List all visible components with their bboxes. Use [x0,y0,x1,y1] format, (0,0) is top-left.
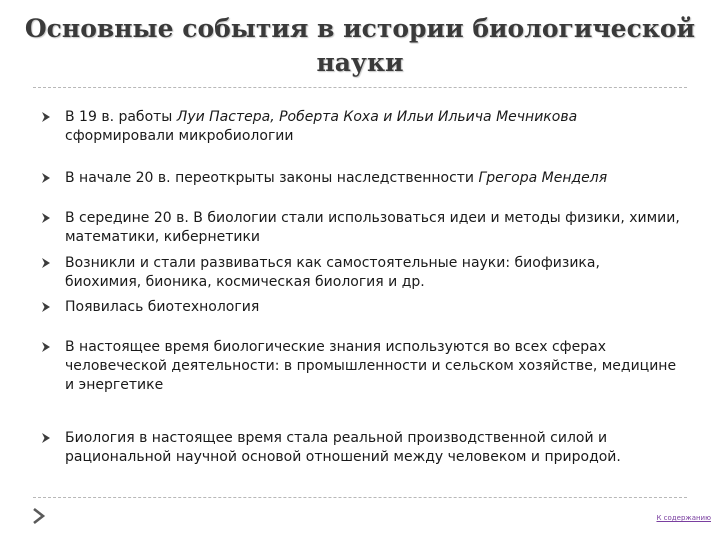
arrow-bullet-icon [40,431,54,445]
bullet-1-part-1: В 19 в. работы [65,109,177,125]
arrow-bullet-icon [40,340,54,354]
bullet-item-7 [40,429,680,467]
bullet-item-5 [40,298,680,317]
arrow-bullet-icon [40,110,54,124]
arrow-bullet-icon [40,256,54,270]
bullet-text-6: В настоящее время биологические знания используются во всех сферах человеческой деятельности: в промышленности и сельском хозяйстве, медицине и энергетике [65,339,677,393]
bullet-item-6 [40,338,680,395]
bullet-text-2 [65,169,680,188]
title-divider [33,87,687,88]
bullet-1-part-3: сформировали микробиологии [65,128,294,144]
bullet-text-7: Биология в настоящее время стала реальной производственной силой и рациональной научной основой отношений между человеком и природой. [65,430,621,465]
bullet-2-part-1: В начале 20 в. переоткрыты законы наследственности [65,170,479,186]
arrow-bullet-icon [40,171,54,185]
bullet-item-4 [40,254,680,292]
bullet-text-3: В середине 20 в. В биологии стали использоваться идеи и методы физики, химии, математики, кибернетики [65,210,680,245]
bullet-item-3 [40,209,680,247]
slide-title: Основные события в истории биологической науки [24,14,696,77]
bullet-item-2 [40,169,680,188]
contents-link[interactable]: К содержанию [656,514,711,522]
arrow-bullet-icon [40,211,54,225]
play-arrow-icon[interactable] [28,506,48,526]
bullet-item-1 [40,108,680,146]
bullet-text-1 [65,108,680,146]
bullet-2-scientist: Грегора Менделя [478,170,608,186]
bullet-text-4: Возникли и стали развиваться как самостоятельные науки: биофизика, биохимия, бионика, космическая биология и др. [65,255,600,290]
bullet-1-scientists: Луи Пастера, Роберта Коха и Ильи Ильича Мечникова [176,109,578,125]
bullet-text-5: Появилась биотехнология [65,299,260,315]
arrow-bullet-icon [40,300,54,314]
footer-divider [33,497,687,498]
